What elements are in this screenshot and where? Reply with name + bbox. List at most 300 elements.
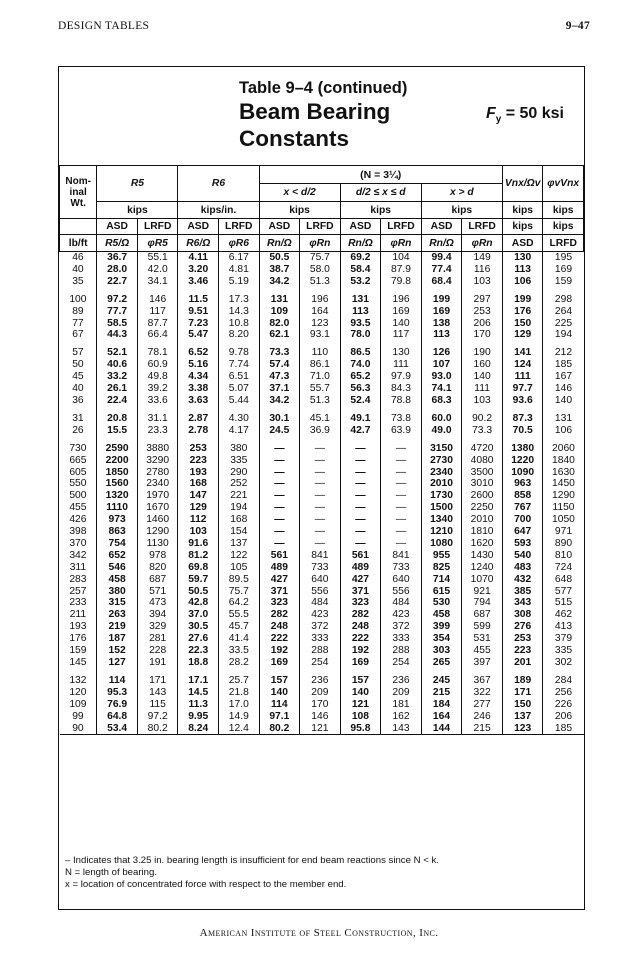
value-cell: 34.2 — [259, 276, 300, 288]
value-cell: 253 — [502, 633, 543, 645]
value-cell: 162 — [381, 711, 422, 723]
value-cell: 44.3 — [97, 329, 138, 341]
value-cell: 1630 — [552, 466, 575, 478]
value-cell: 105 — [219, 562, 260, 574]
table-row — [60, 276, 584, 288]
value-cell: 2010 — [421, 478, 462, 490]
value-cell: — — [259, 502, 300, 514]
value-cell: 75.7 — [219, 586, 260, 598]
value-cell: 226 — [554, 698, 573, 710]
table-row — [60, 687, 584, 699]
value-cell: — — [381, 490, 422, 502]
value-cell: 687 — [137, 574, 178, 586]
value-cell: 14.3 — [219, 306, 260, 318]
weight-cell: 500 — [60, 490, 97, 502]
value-cell: 820 — [137, 562, 178, 574]
value-cell: 97.2 — [137, 711, 178, 723]
value-cell: 71.0 — [300, 371, 341, 383]
weight-cell: 605 — [60, 467, 97, 479]
value-cell: 1500 — [421, 502, 462, 514]
value-cell: 140 — [259, 687, 300, 699]
x-less-asd-label: ASD — [259, 219, 300, 235]
r5-omega-label: R5/Ω — [97, 235, 138, 252]
value-cell: 39.2 — [137, 383, 178, 395]
value-cell: 1110 — [97, 502, 138, 514]
value-cell: 329 — [137, 621, 178, 633]
value-cell: 1620 — [462, 538, 503, 550]
value-cell: 30.5 — [178, 621, 219, 633]
value-cell: 107 — [421, 359, 462, 371]
value-cell: 530 — [421, 597, 462, 609]
value-cell: 137 — [502, 711, 543, 723]
table-row — [60, 502, 584, 514]
value-cell: 531 — [462, 633, 503, 645]
value-cell: 192 — [259, 645, 300, 657]
r5-asd-label: ASD — [97, 219, 138, 235]
value-cell: 9.95 — [178, 711, 219, 723]
value-cell: 68.3 — [421, 395, 462, 407]
value-cell: 53.2 — [340, 276, 381, 288]
r6-omega-label: R6/Ω — [178, 235, 219, 252]
weight-cell: 57 — [60, 347, 97, 359]
value-cell: 577 — [554, 585, 573, 597]
value-cell: 5.07 — [219, 383, 260, 395]
r6-unit: kips/in. — [178, 202, 259, 219]
value-cell: 221 — [219, 490, 260, 502]
value-cell: 700 — [502, 514, 543, 526]
value-cell: 140 — [554, 394, 573, 406]
weight-cell: 46 — [60, 252, 97, 264]
value-cell: 113 — [421, 329, 462, 341]
value-cell: 223 — [178, 455, 219, 467]
value-cell: 169 — [421, 306, 462, 318]
value-cell: 68.4 — [421, 276, 462, 288]
value-cell: 281 — [137, 633, 178, 645]
value-cell: 159 — [554, 275, 573, 287]
value-cell: 114 — [97, 675, 138, 687]
value-cell: 22.7 — [97, 276, 138, 288]
value-cell: 1840 — [552, 454, 575, 466]
weight-cell: 283 — [60, 574, 97, 586]
value-cell: 62.1 — [259, 329, 300, 341]
value-cell: 333 — [381, 633, 422, 645]
value-cell: 73.8 — [381, 413, 422, 425]
value-cell: 253 — [462, 306, 503, 318]
value-cell: 34.2 — [259, 395, 300, 407]
rn2-phi-label: φRn — [381, 235, 422, 252]
weight-cell: 77 — [60, 318, 97, 330]
value-cell: 561 — [259, 550, 300, 562]
value-cell: 2060 — [552, 442, 575, 454]
value-cell: 171 — [502, 687, 543, 699]
value-cell: 196 — [300, 294, 341, 306]
value-cell: — — [340, 478, 381, 490]
value-cell: 154 — [219, 526, 260, 538]
table-row — [60, 645, 584, 657]
value-cell: 841 — [300, 550, 341, 562]
value-cell: 1730 — [421, 490, 462, 502]
value-cell: 4720 — [462, 443, 503, 455]
value-cell: 1970 — [137, 490, 178, 502]
value-cell: 515 — [554, 597, 573, 609]
value-cell: 86.5 — [340, 347, 381, 359]
value-cell: 79.8 — [381, 276, 422, 288]
value-cell: 371 — [259, 586, 300, 598]
value-cell: 144 — [421, 723, 462, 735]
value-cell: 60.9 — [137, 359, 178, 371]
value-cell: 228 — [137, 645, 178, 657]
value-cell: 55.1 — [137, 252, 178, 264]
value-cell: 219 — [97, 621, 138, 633]
value-cell: 17.1 — [178, 675, 219, 687]
value-cell: 1050 — [552, 514, 575, 526]
value-cell: 276 — [502, 621, 543, 633]
value-cell: 1380 — [502, 443, 543, 455]
table-row — [60, 597, 584, 609]
value-cell: 303 — [421, 645, 462, 657]
table-row — [60, 294, 584, 306]
value-cell: 201 — [502, 657, 543, 669]
value-cell: 3.46 — [178, 276, 219, 288]
value-cell: 36.7 — [97, 252, 138, 264]
value-cell: 4080 — [462, 455, 503, 467]
value-cell: 97.7 — [502, 383, 543, 395]
value-cell: 164 — [421, 711, 462, 723]
table-number: Table 9–4 (continued) — [239, 79, 408, 97]
value-cell: 114 — [259, 699, 300, 711]
value-cell: 149 — [462, 252, 503, 264]
value-cell: 33.6 — [137, 395, 178, 407]
weight-cell: 40 — [60, 264, 97, 276]
table-row — [60, 425, 584, 437]
value-cell: 93.5 — [340, 318, 381, 330]
value-cell: 97.2 — [97, 294, 138, 306]
x-less-lrfd-label: LRFD — [300, 219, 341, 235]
value-cell: 593 — [502, 538, 543, 550]
weight-cell: 233 — [60, 597, 97, 609]
value-cell: 131 — [554, 412, 573, 424]
value-cell: 733 — [381, 562, 422, 574]
value-cell: 53.4 — [97, 723, 138, 735]
value-cell: 124 — [502, 359, 543, 371]
value-cell: 137 — [219, 538, 260, 550]
value-cell: 484 — [300, 597, 341, 609]
value-cell: 146 — [137, 294, 178, 306]
value-cell: 90.2 — [462, 413, 503, 425]
value-cell: 121 — [300, 723, 341, 735]
value-cell: 33.5 — [219, 645, 260, 657]
value-cell: 288 — [381, 645, 422, 657]
value-cell: 4.17 — [219, 425, 260, 437]
value-cell: 455 — [462, 645, 503, 657]
weight-cell: 31 — [60, 413, 97, 425]
value-cell: 6.17 — [219, 252, 260, 264]
value-cell: — — [381, 538, 422, 550]
x-mid-lrfd-label: LRFD — [381, 219, 422, 235]
value-cell: 64.8 — [97, 711, 138, 723]
value-cell: 11.3 — [178, 699, 219, 711]
value-cell: 40.6 — [97, 359, 138, 371]
weight-cell: 132 — [60, 675, 97, 687]
table-row — [60, 371, 584, 383]
table-row — [60, 675, 584, 687]
value-cell: — — [381, 526, 422, 538]
value-cell: 64.2 — [219, 597, 260, 609]
weight-cell: 45 — [60, 371, 97, 383]
value-cell: 223 — [502, 645, 543, 657]
value-cell: — — [259, 467, 300, 479]
value-cell: 640 — [300, 574, 341, 586]
value-cell: 169 — [340, 657, 381, 669]
weight-cell: 145 — [60, 657, 97, 669]
value-cell: 4.11 — [178, 252, 219, 264]
vnx-lrfd-label: LRFD — [543, 235, 584, 252]
value-cell: 458 — [421, 609, 462, 621]
x-greater-asd-label: ASD — [421, 219, 462, 235]
weight-cell: 159 — [60, 645, 97, 657]
value-cell: 78.1 — [137, 347, 178, 359]
value-cell: 103 — [178, 526, 219, 538]
value-cell: 99.4 — [421, 252, 462, 264]
table-notes — [65, 855, 439, 891]
weight-cell: 455 — [60, 502, 97, 514]
value-cell: 206 — [554, 710, 573, 722]
value-cell: 117 — [381, 329, 422, 341]
value-cell: 36.9 — [300, 425, 341, 437]
value-cell: 1430 — [462, 550, 503, 562]
value-cell: 187 — [97, 633, 138, 645]
value-cell: 1210 — [421, 526, 462, 538]
value-cell: — — [259, 478, 300, 490]
value-cell: 23.3 — [137, 425, 178, 437]
value-cell: 209 — [381, 687, 422, 699]
weight-cell: 90 — [60, 723, 97, 735]
value-cell: 810 — [554, 549, 573, 561]
value-cell: 97.1 — [259, 711, 300, 723]
value-cell: 49.1 — [340, 413, 381, 425]
value-cell: 2.78 — [178, 425, 219, 437]
value-cell: 169 — [259, 657, 300, 669]
value-cell: 489 — [340, 562, 381, 574]
value-cell: 103 — [462, 276, 503, 288]
value-cell: 236 — [300, 675, 341, 687]
value-cell: 192 — [340, 645, 381, 657]
value-cell: 640 — [381, 574, 422, 586]
table-row — [60, 329, 584, 341]
nominal-weight-header: Nom- inal Wt. — [60, 166, 97, 219]
value-cell: — — [381, 502, 422, 514]
value-cell: 973 — [97, 514, 138, 526]
value-cell: 176 — [502, 306, 543, 318]
value-cell: 22.4 — [97, 395, 138, 407]
value-cell: 248 — [259, 621, 300, 633]
weight-cell: 370 — [60, 538, 97, 550]
value-cell: 138 — [421, 318, 462, 330]
value-cell: 195 — [554, 252, 573, 263]
value-cell: 298 — [554, 293, 573, 305]
table-row — [60, 359, 584, 371]
value-cell: 38.7 — [259, 264, 300, 276]
value-cell: 1340 — [421, 514, 462, 526]
value-cell: 724 — [554, 561, 573, 573]
value-cell: 2780 — [137, 467, 178, 479]
value-cell: — — [300, 502, 341, 514]
value-cell: 129 — [502, 329, 543, 341]
vnx-asd-label: ASD — [502, 235, 543, 252]
value-cell: 245 — [421, 675, 462, 687]
value-cell: 131 — [259, 294, 300, 306]
table-row — [60, 609, 584, 621]
weight-cell: 36 — [60, 395, 97, 407]
value-cell: 3010 — [462, 478, 503, 490]
value-cell: 333 — [300, 633, 341, 645]
r5-phi-label: φR5 — [137, 235, 178, 252]
x-mid-asd-label: ASD — [340, 219, 381, 235]
title-line-2: Constants — [239, 126, 350, 151]
value-cell: 78.8 — [381, 395, 422, 407]
value-cell: 379 — [554, 633, 573, 645]
value-cell: — — [259, 514, 300, 526]
value-cell: 212 — [554, 347, 573, 359]
value-cell: 3.38 — [178, 383, 219, 395]
value-cell: 150 — [502, 699, 543, 711]
value-cell: 394 — [137, 609, 178, 621]
x-less-header: x < d/2 — [259, 184, 340, 202]
value-cell: 26.1 — [97, 383, 138, 395]
value-cell: 28.0 — [97, 264, 138, 276]
weight-cell: 257 — [60, 586, 97, 598]
value-cell: 3880 — [137, 443, 178, 455]
value-cell: 458 — [97, 574, 138, 586]
vnx-lrfd-unit: kips — [543, 202, 584, 219]
vnx-kips-lrfd-label: kips — [543, 219, 584, 235]
value-cell: 146 — [554, 383, 573, 395]
publisher-footer: American Institute of Steel Construction, Inc. — [199, 927, 439, 939]
vnx-kips-asd-label: kips — [502, 219, 543, 235]
value-cell: 95.3 — [97, 687, 138, 699]
value-cell: 615 — [421, 586, 462, 598]
value-cell: 427 — [259, 574, 300, 586]
value-cell: — — [340, 538, 381, 550]
value-cell: 423 — [300, 609, 341, 621]
value-cell: 123 — [502, 723, 543, 735]
value-cell: 60.0 — [421, 413, 462, 425]
value-cell: 253 — [178, 443, 219, 455]
vnx-asd-unit: kips — [502, 202, 543, 219]
value-cell: 22.3 — [178, 645, 219, 657]
value-cell: 42.0 — [137, 264, 178, 276]
value-cell: 199 — [421, 294, 462, 306]
value-cell: 5.19 — [219, 276, 260, 288]
table-row — [60, 514, 584, 526]
value-cell: 254 — [300, 657, 341, 669]
value-cell: 69.2 — [340, 252, 381, 264]
value-cell: 185 — [543, 723, 584, 735]
table-row — [60, 621, 584, 633]
table-row — [60, 318, 584, 330]
value-cell: 168 — [219, 514, 260, 526]
value-cell: 3150 — [421, 443, 462, 455]
table-row — [60, 711, 584, 723]
rn3-phi-label: φRn — [462, 235, 503, 252]
value-cell: 109 — [259, 306, 300, 318]
value-cell: — — [340, 502, 381, 514]
value-cell: 33.2 — [97, 371, 138, 383]
value-cell: 484 — [381, 597, 422, 609]
page-number: 9–47 — [565, 20, 590, 32]
value-cell: 75.7 — [300, 252, 341, 264]
value-cell: 1560 — [97, 478, 138, 490]
value-cell: 1150 — [552, 502, 575, 514]
value-cell: 648 — [554, 573, 573, 585]
value-cell: 1670 — [137, 502, 178, 514]
value-cell: 37.1 — [259, 383, 300, 395]
weight-cell: 40 — [60, 383, 97, 395]
value-cell: 297 — [462, 294, 503, 306]
value-cell: 599 — [462, 621, 503, 633]
value-cell: 157 — [259, 675, 300, 687]
value-cell: 131 — [340, 294, 381, 306]
weight-cell: 99 — [60, 711, 97, 723]
value-cell: 45.7 — [219, 621, 260, 633]
rn3-omega-label: Rn/Ω — [421, 235, 462, 252]
value-cell: 7.74 — [219, 359, 260, 371]
value-cell: 31.1 — [137, 413, 178, 425]
value-cell: 754 — [97, 538, 138, 550]
value-cell: — — [300, 514, 341, 526]
value-cell: 1320 — [97, 490, 138, 502]
value-cell: 246 — [462, 711, 503, 723]
rn1-phi-label: φRn — [300, 235, 341, 252]
value-cell: 8.24 — [178, 723, 219, 735]
value-cell: 30.1 — [259, 413, 300, 425]
value-cell: 2010 — [462, 514, 503, 526]
value-cell: 74.0 — [340, 359, 381, 371]
value-cell: 93.6 — [502, 395, 543, 407]
value-cell: 123 — [300, 318, 341, 330]
weight-cell: 109 — [60, 699, 97, 711]
value-cell: 49.0 — [421, 425, 462, 437]
value-cell: 116 — [462, 264, 503, 276]
value-cell: 209 — [300, 687, 341, 699]
note-dash: – Indicates that 3.25 in. bearing length is insufficient for end beam reactions since N < k. — [65, 855, 439, 866]
value-cell: 65.2 — [340, 371, 381, 383]
value-cell: 335 — [219, 455, 260, 467]
value-cell: 170 — [300, 699, 341, 711]
table-row — [60, 633, 584, 645]
value-cell: 2600 — [462, 490, 503, 502]
value-cell: 978 — [137, 550, 178, 562]
value-cell: 47.3 — [259, 371, 300, 383]
value-cell: 282 — [259, 609, 300, 621]
value-cell: 354 — [421, 633, 462, 645]
unit-lbft: lb/ft — [60, 235, 97, 252]
value-cell: 121 — [340, 699, 381, 711]
value-cell: 24.5 — [259, 425, 300, 437]
value-cell: 140 — [381, 318, 422, 330]
value-cell: 113 — [502, 264, 543, 276]
vnx-asd-header: Vnx/Ωv — [502, 166, 543, 202]
value-cell: 2.87 — [178, 413, 219, 425]
value-cell: 21.8 — [219, 687, 260, 699]
note-force-location: x = location of concentrated force with respect to the member end. — [65, 879, 347, 890]
value-cell: 890 — [554, 537, 573, 549]
value-cell: 103 — [462, 395, 503, 407]
weight-cell: 67 — [60, 329, 97, 341]
value-cell: 714 — [421, 574, 462, 586]
value-cell: 86.1 — [300, 359, 341, 371]
value-cell: 91.6 — [178, 538, 219, 550]
